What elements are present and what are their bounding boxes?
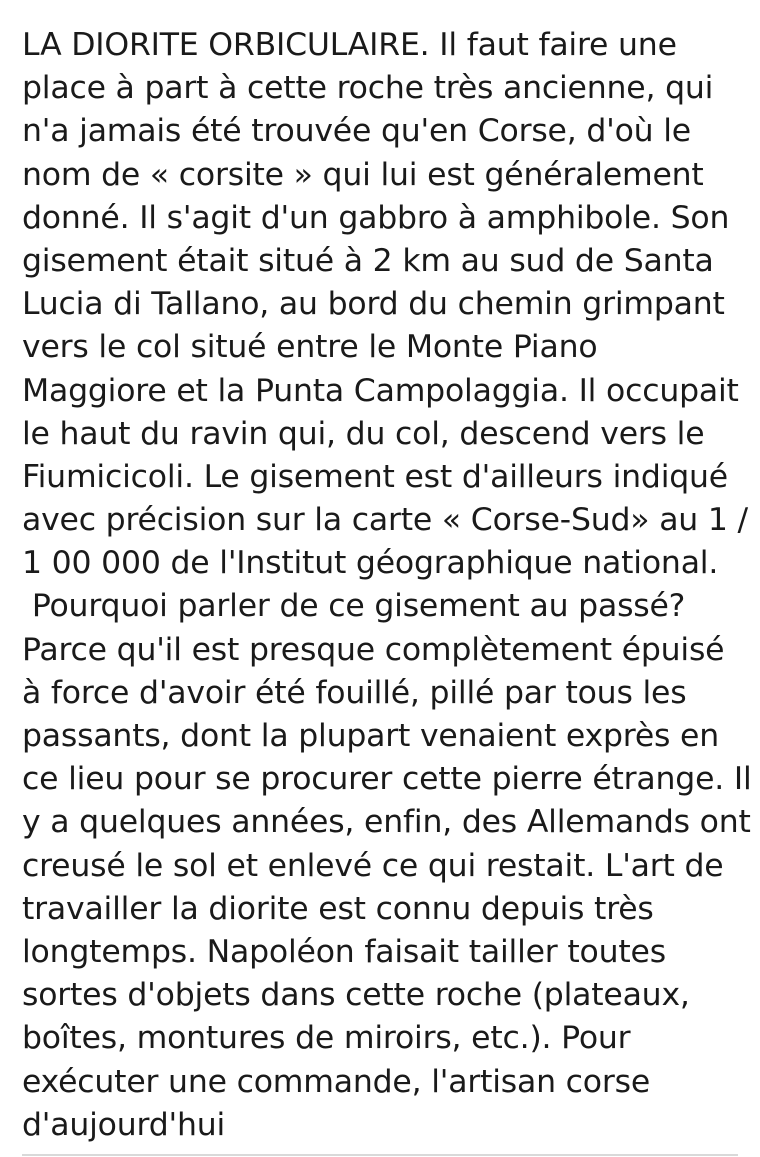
text-line: gisement était situé à 2 km au sud de Santa <box>22 242 714 279</box>
text-line: 1 00 000 de l'Institut géographique national. <box>22 545 719 582</box>
bottom-divider <box>22 1154 738 1156</box>
text-line: travailler la diorite est connu depuis très <box>22 890 654 927</box>
text-line: Maggiore et la Punta Campolaggia. Il occupait <box>22 372 739 409</box>
text-line: le haut du ravin qui, du col, descend vers le <box>22 415 705 452</box>
text-line: ce lieu pour se procurer cette pierre étrange. Il <box>22 761 752 798</box>
text-line: LA DIORITE ORBICULAIRE. Il faut faire une <box>22 27 677 63</box>
text-line: avec précision sur la carte « Corse-Sud» au 1 / <box>22 502 748 539</box>
text-line: à force d'avoir été fouillé, pillé par tous les <box>22 674 687 711</box>
text-line: passants, dont la plupart venaient exprès en <box>22 718 719 754</box>
text-line: exécuter une commande, l'artisan corse <box>22 1063 650 1100</box>
text-line: d'aujourd'hui <box>22 1106 226 1143</box>
text-line: creusé le sol et enlevé ce qui restait. L'art de <box>22 847 724 884</box>
text-line: donné. Il s'agit d'un gabbro à amphibole. Son <box>22 199 730 236</box>
text-line: n'a jamais été trouvée qu'en Corse, d'où le <box>22 113 691 150</box>
text-line: Fiumicicoli. Le gisement est d'ailleurs indiqué <box>22 458 728 495</box>
text-line: nom de « corsite » qui lui est généralement <box>22 156 704 193</box>
text-line: longtemps. Napoléon faisait tailler toutes <box>22 933 666 970</box>
text-line: place à part à cette roche très ancienne, qui <box>22 70 714 107</box>
text-line: sortes d'objets dans cette roche (plateaux, <box>22 977 690 1014</box>
text-line: Lucia di Tallano, au bord du chemin grimpant <box>22 286 725 323</box>
text-line: Pourquoi parler de ce gisement au passé? <box>22 588 686 625</box>
text-line: vers le col situé entre le Monte Piano <box>22 329 598 366</box>
text-line: boîtes, montures de miroirs, etc.). Pour <box>22 1020 631 1057</box>
document-text <box>22 24 752 1147</box>
text-line: Parce qu'il est presque complètement épuisé <box>22 631 725 668</box>
text-line: y a quelques années, enfin, des Allemands ont <box>22 804 751 841</box>
